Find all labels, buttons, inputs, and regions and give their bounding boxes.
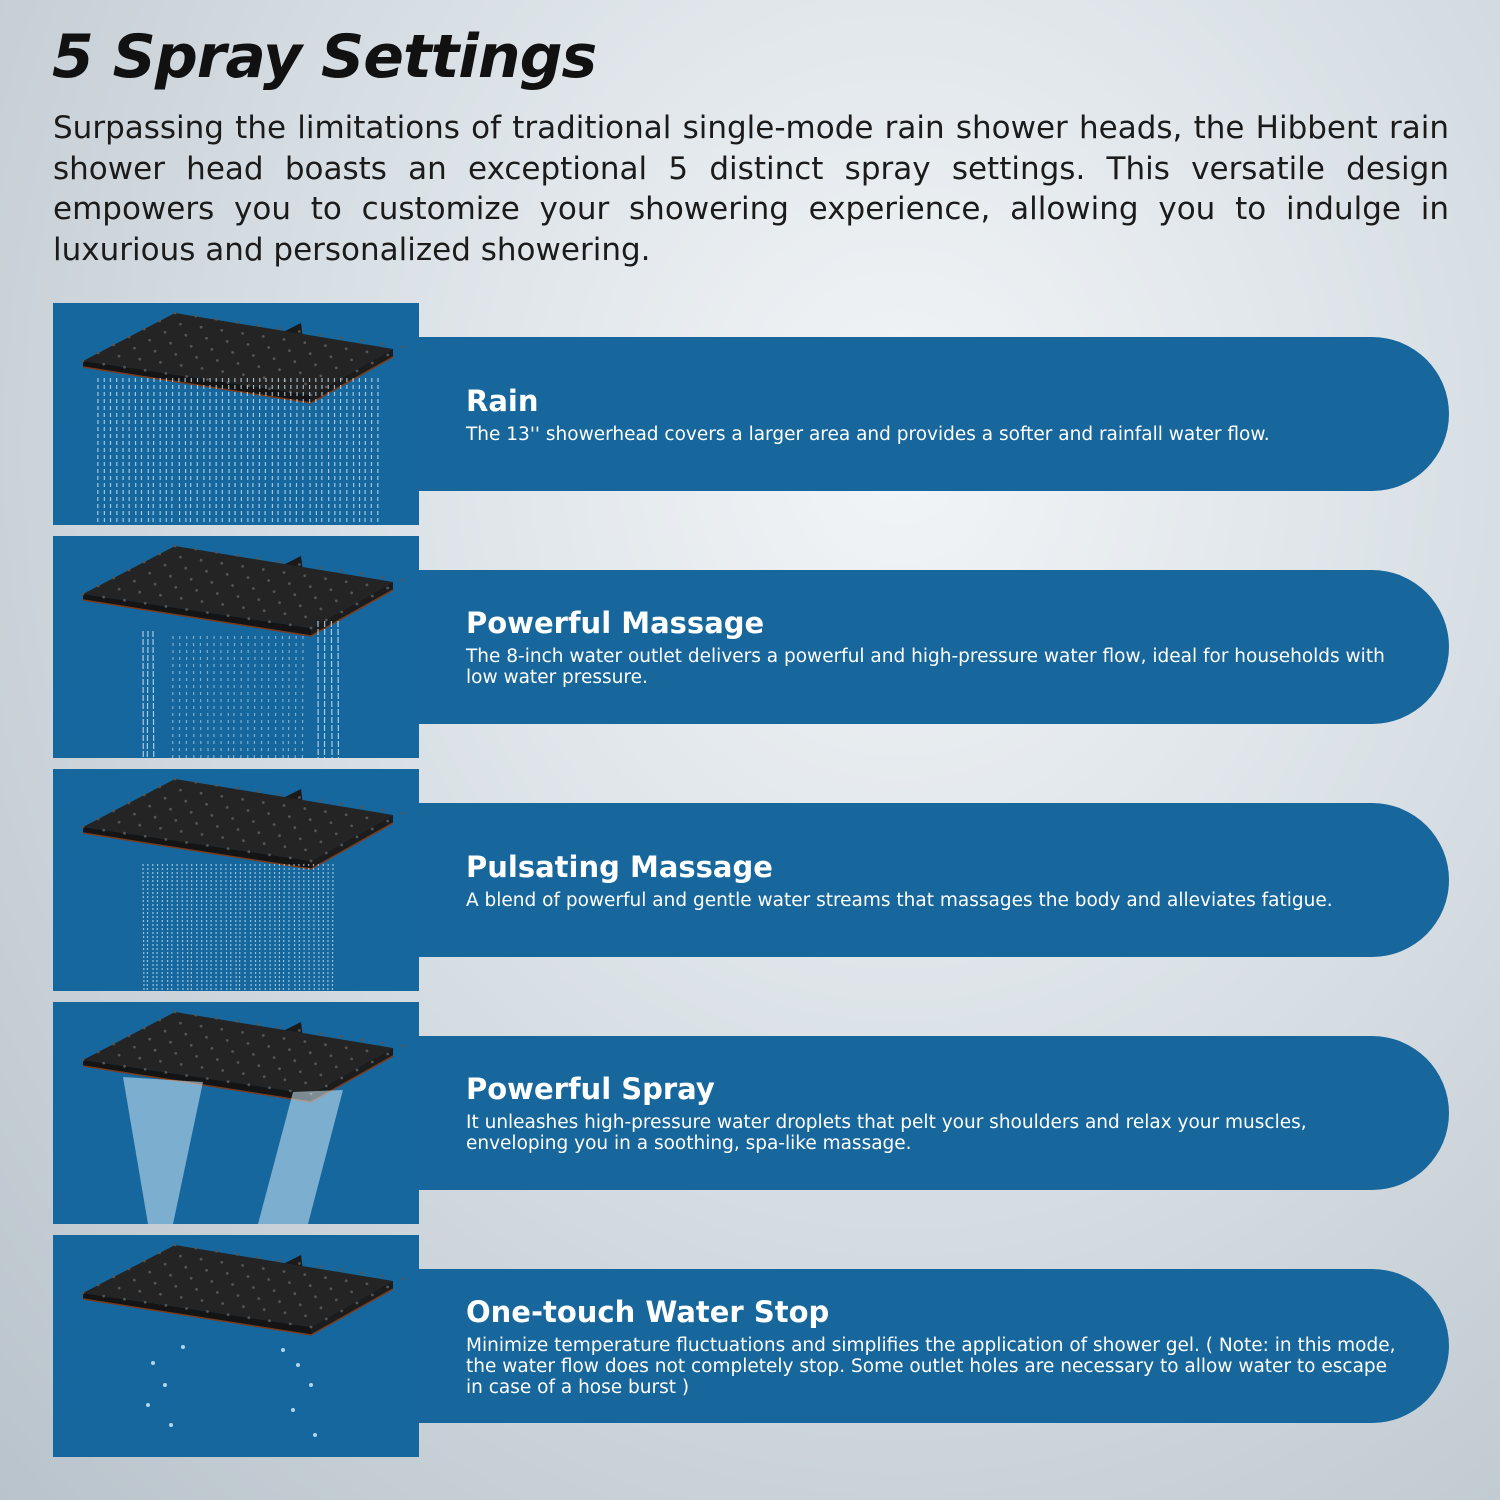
setting-rain <box>53 303 1449 525</box>
setting-title: Pulsating Massage <box>466 849 773 884</box>
setting-title: Powerful Spray <box>466 1072 715 1106</box>
powerful-spray-showerhead-icon <box>53 1002 419 1224</box>
setting-description: Minimize temperature fluctuations and simplifies the application of shower gel. ( Note: in this mode, the water flow does not completely stop. Some outlet holes are necessary to allow water to escape in case of a hose burst ) <box>466 1334 1396 1398</box>
page-title: 5 Spray Settings <box>52 22 597 92</box>
setting-title: Rain <box>466 383 539 418</box>
pulsating-spray-showerhead-icon <box>53 769 419 991</box>
setting-panel <box>419 1269 1449 1423</box>
setting-description: The 13'' showerhead covers a larger area and provides a softer and rainfall water flow. <box>466 423 1270 445</box>
water-stop-showerhead-icon <box>53 1235 419 1457</box>
setting-panel <box>419 337 1449 491</box>
setting-panel <box>419 1036 1449 1190</box>
setting-description: It unleashes high-pressure water droplets that pelt your shoulders and relax your muscles, enveloping you in a soothing, spa-like massage. <box>466 1112 1307 1154</box>
setting-powerful-massage <box>53 536 1449 758</box>
setting-panel <box>419 570 1449 724</box>
setting-description: A blend of powerful and gentle water streams that massages the body and alleviates fatigue. <box>466 889 1333 911</box>
setting-powerful-spray <box>53 1002 1449 1224</box>
rain-spray-showerhead-icon <box>53 303 419 525</box>
setting-title: One-touch Water Stop <box>466 1294 830 1329</box>
intro-paragraph: Surpassing the limitations of traditional single-mode rain shower heads, the Hibbent rain shower head boasts an exceptional 5 distinct spray settings. This versatile design empowers you to customize your showering experience, allowing you to indulge in luxurious and personalized showering. <box>53 110 1449 268</box>
setting-description: The 8-inch water outlet delivers a powerful and high-pressure water flow, ideal for households with low water pressure. <box>466 646 1385 688</box>
setting-panel <box>419 803 1449 957</box>
setting-pulsating-massage <box>53 769 1449 991</box>
setting-title: Powerful Massage <box>466 606 765 640</box>
massage-spray-showerhead-icon <box>53 536 419 758</box>
setting-water-stop <box>53 1235 1449 1457</box>
